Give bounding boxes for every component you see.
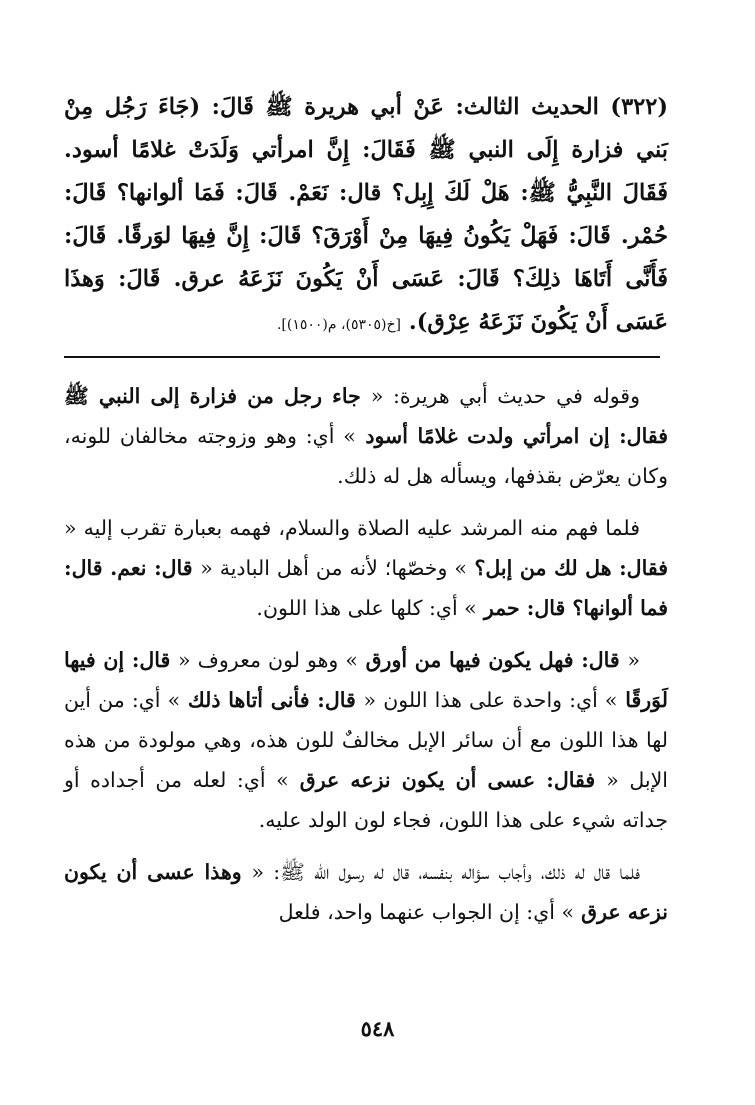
- commentary-text: » أي: لعله من أجداده أو جداته شيء على هذا اللون، فجاء لون الولد عليه.: [64, 768, 668, 832]
- commentary-text: » أي: وهو وزوجته مخالفان للونه، وكان يعرّض بقذفها، ويسأله هل له ذلك.: [64, 424, 668, 488]
- commentary-text: وقوله في حديث أبي هريرة: «: [370, 384, 641, 408]
- commentary-paragraph-4: [64, 852, 668, 932]
- commentary-section: [64, 376, 668, 944]
- page-number: ٥٤٨: [360, 1016, 395, 1041]
- commentary-text: فلما قال له ذلك، وأجاب سؤاله بنفسه، قال له رسول الله ﷺ: «: [251, 860, 640, 884]
- hadith-text: [64, 86, 668, 347]
- quoted-hadith-text: قال: فهل يكون فيها من أورق: [357, 648, 628, 672]
- commentary-text: » أي: إن الجواب عنهما واحد، فلعل: [278, 900, 575, 924]
- commentary-text: » أي: من أين لها هذا اللون مع أن سائر الإبل مخالفٌ للون هذه، وهي مولودة من هذه الإبل «: [64, 688, 668, 792]
- commentary-text: » وهو لون معروف «: [178, 648, 358, 672]
- quoted-hadith-text: وهذا عسى أن يكون نزعه عرق: [64, 860, 668, 924]
- commentary-paragraph-3: [64, 640, 668, 840]
- hadith-body: (٣٢٢) الحديث الثالث: عَنْ أبي هريرة ﷺ قَالَ: (جَاءَ رَجُل مِنْ بَني فزارة إِلَى النبي ﷺ فَقَالَ: إِنَّ امرأتي وَلَدَتْ غلامًا أسود. فَقَالَ النَّبِيُّ ﷺ: هَلْ لَكَ إِبِل؟ قال: نَعَمْ. قَالَ: فَمَا ألوانها؟ قَالَ: حُمْر. قَالَ: فَهَلْ يَكُونُ فِيهَا مِنْ أَوْرَقَ؟ قَالَ: إِنَّ فِيهَا لوَرقًا. قَالَ: فَأَنَّى أَتَاهَا ذلِكَ؟ قَالَ: عَسَى أَنْ يَكُونَ نَزَعَهُ عرق. قَالَ: وَهذَا عَسَى أَنْ يَكُونَ نَزَعَهُ عِرْق).: [64, 94, 668, 335]
- quoted-hadith-text: جاء رجل من فزارة إلى النبي ﷺ فقال: إن امرأتي ولدت غلامًا أسود: [64, 384, 668, 448]
- quoted-hadith-text: فقال: عسى أن يكون نزعه عرق: [288, 768, 607, 792]
- quoted-hadith-text: قال: نعم. قال: فما ألوانها؟ قال: حمر: [64, 556, 668, 620]
- quoted-hadith-text: قال: إن فيها لَوَرقًا: [64, 648, 669, 712]
- section-divider: [64, 356, 660, 358]
- commentary-text: » أي: واحدة على هذا اللون «: [363, 688, 618, 712]
- commentary-paragraph-2: [64, 508, 668, 628]
- commentary-text: » وخصّها؛ لأنه من أهل البادية «: [200, 556, 467, 580]
- hadith-section: [64, 86, 668, 347]
- quoted-hadith-text: فقال: هل لك من إبل؟: [466, 556, 668, 580]
- commentary-text: «: [627, 648, 640, 672]
- commentary-text: فلما فهم منه المرشد عليه الصلاة والسلام، فهمه بعبارة تقرب إليه «: [64, 516, 640, 540]
- commentary-paragraph-1: [64, 376, 668, 496]
- hadith-reference: [خ(٥٣٠٥)، م(١٥٠٠)].: [276, 317, 402, 333]
- quoted-hadith-text: قال: فأنى أتاها ذلك: [180, 688, 364, 712]
- commentary-text: » أي: كلها على هذا اللون.: [256, 596, 477, 620]
